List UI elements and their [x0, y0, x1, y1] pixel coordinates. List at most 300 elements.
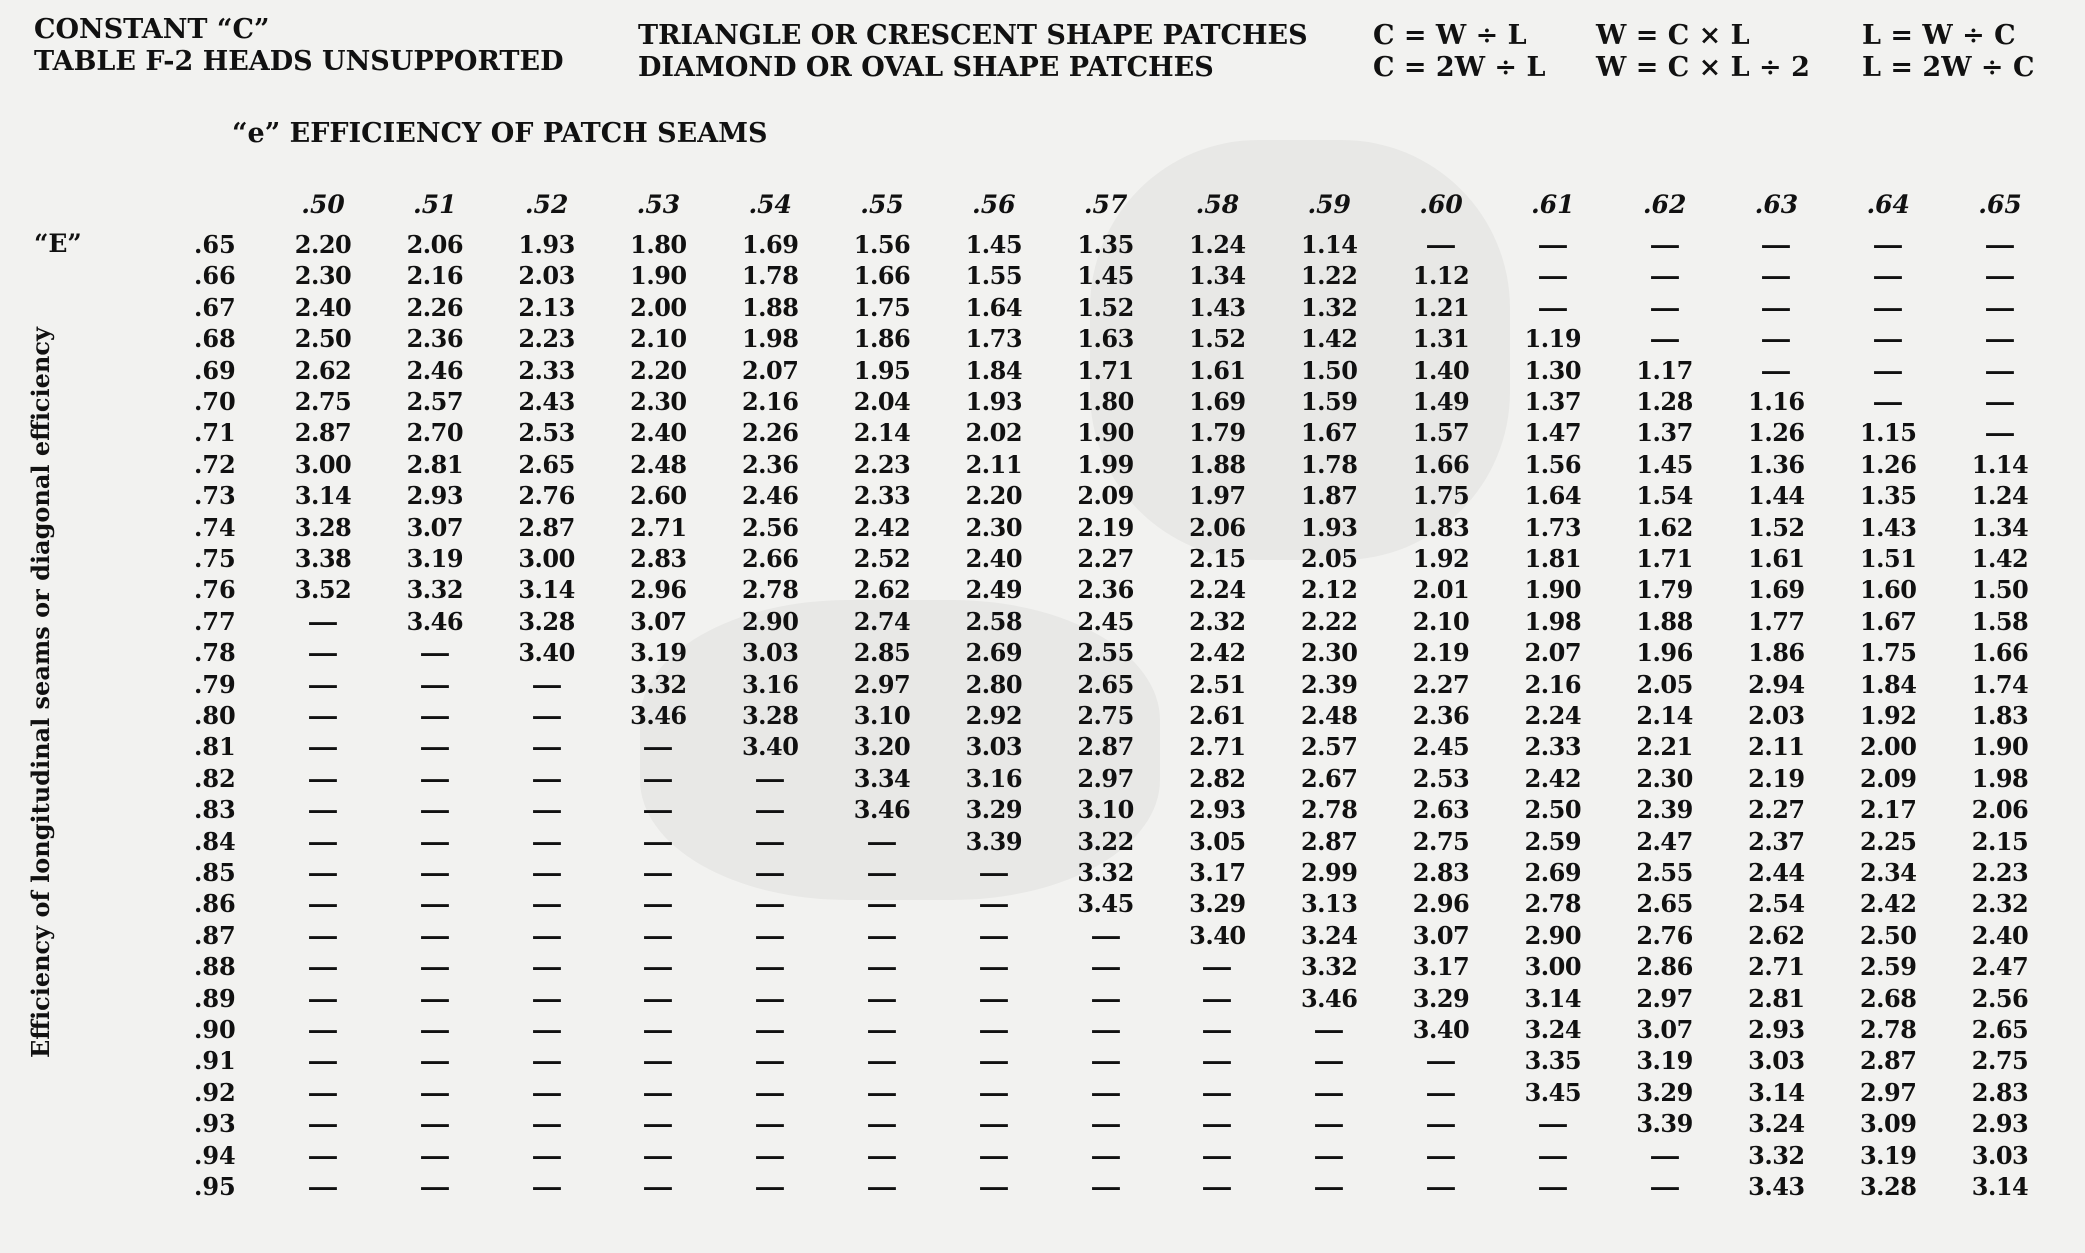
table-cell: 2.46	[406, 355, 464, 385]
table-cell: —	[642, 826, 674, 856]
table-cell: —	[1760, 292, 1792, 322]
table-cell: 2.97	[1859, 1077, 1917, 1107]
table-cell: 1.35	[1077, 230, 1134, 259]
table-cell: —	[978, 1172, 1010, 1201]
table-cell: —	[1872, 355, 1904, 385]
table-cell: 1.51	[1859, 544, 1917, 573]
table-cell: —	[642, 1046, 674, 1076]
table-cell: 3.22	[1077, 826, 1134, 856]
table-cell: 2.09	[1077, 481, 1134, 511]
table-cell: —	[419, 920, 451, 950]
table-cell: 2.58	[965, 606, 1023, 636]
table-cell: 1.78	[741, 261, 799, 291]
table-cell: —	[307, 826, 339, 856]
table-cell: 2.14	[853, 418, 911, 448]
table-cell: 2.37	[1748, 826, 1805, 856]
table-cell: 2.27	[1748, 795, 1805, 825]
row-label: .69	[194, 355, 236, 385]
table-cell: —	[642, 1015, 674, 1044]
table-cell: —	[307, 701, 339, 730]
table-cell: 2.07	[741, 355, 799, 385]
table-cell: —	[1760, 230, 1792, 259]
table-cell: 1.16	[1748, 387, 1805, 416]
table-cell: 3.29	[965, 795, 1023, 825]
row-label: .70	[194, 387, 236, 416]
table-cell: 2.62	[294, 355, 352, 385]
table-cell: —	[754, 826, 786, 856]
table-cell: 2.39	[1300, 669, 1358, 699]
formula-l-diamond: L = 2W ÷ C	[1862, 52, 2035, 83]
table-cell: —	[1984, 324, 2016, 354]
table-cell: 2.93	[1748, 1015, 1805, 1044]
table-cell: —	[307, 1109, 339, 1139]
table-cell: 1.30	[1524, 355, 1582, 385]
table-cell: 2.03	[1748, 701, 1805, 730]
table-cell: —	[1313, 1046, 1345, 1076]
table-cell: —	[1201, 1109, 1233, 1139]
table-cell: 1.22	[1300, 261, 1358, 291]
table-cell: —	[1089, 983, 1122, 1013]
table-cell: 2.42	[1524, 763, 1582, 793]
table-cell: 3.05	[1189, 826, 1246, 856]
table-cell: —	[530, 1077, 563, 1107]
table-cell: 2.69	[965, 638, 1023, 668]
table-cell: —	[307, 732, 339, 762]
table-cell: 3.32	[1748, 1140, 1805, 1170]
table-cell: 1.28	[1636, 387, 1693, 416]
table-cell: 3.03	[965, 732, 1023, 762]
table-cell: 3.29	[1189, 889, 1246, 919]
table-cell: 1.42	[1971, 544, 2029, 573]
table-cell: 2.16	[1524, 669, 1582, 699]
table-cell: —	[1537, 1172, 1569, 1201]
table-cell: 1.93	[965, 387, 1023, 416]
table-cell: —	[307, 669, 339, 699]
table-cell: 2.01	[1412, 575, 1470, 605]
column-header: .64	[1866, 190, 1910, 219]
row-label: .92	[194, 1077, 236, 1107]
table-cell: 2.83	[1971, 1077, 2029, 1107]
table-cell: 3.19	[1636, 1046, 1693, 1076]
table-cell: 2.15	[1189, 544, 1246, 573]
table-cell: 3.24	[1748, 1109, 1805, 1139]
table-cell: —	[1089, 1015, 1122, 1044]
row-label: .94	[194, 1140, 236, 1170]
row-label: .82	[194, 763, 236, 793]
table-cell: 2.27	[1412, 669, 1470, 699]
table-cell: 1.67	[1300, 418, 1358, 448]
table-cell: 3.46	[1300, 983, 1358, 1013]
table-cell: 1.83	[1971, 701, 2029, 730]
table-cell: 1.83	[1412, 512, 1470, 542]
table-cell: —	[307, 1140, 339, 1170]
table-cell: 3.07	[1412, 920, 1470, 950]
table-cell: 3.45	[1524, 1077, 1582, 1107]
table-cell: 1.71	[1077, 355, 1134, 385]
row-label: .88	[194, 952, 236, 982]
table-cell: 2.17	[1859, 795, 1917, 825]
table-cell: —	[419, 1172, 451, 1201]
table-cell: —	[978, 889, 1010, 919]
table-cell: 3.03	[1748, 1046, 1805, 1076]
table-cell: 2.24	[1524, 701, 1582, 730]
table-cell: 2.30	[1636, 763, 1693, 793]
table-cell: —	[1313, 1172, 1345, 1201]
table-cell: 1.92	[1412, 544, 1470, 573]
table-cell: —	[419, 1077, 451, 1107]
table-cell: 2.16	[406, 261, 464, 291]
shape-triangle-crescent: TRIANGLE OR CRESCENT SHAPE PATCHES	[638, 20, 1308, 51]
table-cell: 2.86	[1636, 952, 1693, 982]
table-cell: —	[1537, 292, 1569, 322]
table-cell: —	[530, 701, 563, 730]
table-cell: 2.87	[518, 512, 575, 542]
patch-seam-efficiency-heading: “e” EFFICIENCY OF PATCH SEAMS	[232, 118, 768, 149]
table-cell: —	[530, 795, 563, 825]
table-cell: —	[1760, 324, 1792, 354]
table-cell: 2.36	[406, 324, 464, 354]
table-cell: 3.19	[406, 544, 464, 573]
table-cell: 2.42	[1859, 889, 1917, 919]
table-cell: 2.23	[518, 324, 575, 354]
table-cell: 2.00	[1859, 732, 1917, 762]
table-cell: 2.65	[1971, 1015, 2029, 1044]
table-cell: 3.46	[853, 795, 911, 825]
table-cell: 1.75	[1859, 638, 1917, 668]
formula-c	[1373, 20, 1545, 84]
table-cell: 1.56	[853, 230, 911, 259]
table-cell: —	[1648, 261, 1681, 291]
table-cell: 3.46	[406, 606, 464, 636]
table-title-block	[34, 14, 564, 78]
table-cell: —	[978, 920, 1010, 950]
table-cell: 2.67	[1300, 763, 1358, 793]
table-cell: 1.97	[1189, 481, 1246, 511]
table-cell: —	[419, 1015, 451, 1044]
table-cell: 1.12	[1412, 261, 1470, 291]
table-cell: 1.88	[741, 292, 799, 322]
table-cell: 2.56	[1971, 983, 2029, 1013]
table-cell: —	[1201, 1140, 1233, 1170]
table-cell: —	[1201, 983, 1233, 1013]
table-cell: 2.40	[965, 544, 1023, 573]
table-cell: 2.15	[1971, 826, 2029, 856]
table-cell: 1.93	[1300, 512, 1358, 542]
table-cell: 1.90	[1077, 418, 1134, 448]
table-cell: —	[1425, 1046, 1457, 1076]
table-cell: 1.19	[1524, 324, 1582, 354]
table-cell: —	[530, 826, 563, 856]
table-cell: —	[1648, 230, 1681, 259]
table-cell: 2.65	[518, 449, 575, 479]
row-label: .72	[194, 449, 236, 479]
table-cell: 3.24	[1300, 920, 1358, 950]
table-cell: 2.12	[1300, 575, 1358, 605]
table-cell: 3.14	[1748, 1077, 1805, 1107]
table-cell: —	[530, 920, 563, 950]
table-cell: 2.71	[630, 512, 687, 542]
table-cell: 2.43	[518, 387, 575, 416]
table-cell: 1.58	[1971, 606, 2029, 636]
table-cell: 1.90	[1524, 575, 1582, 605]
table-cell: —	[307, 795, 339, 825]
table-cell: —	[1537, 1109, 1569, 1139]
table-cell: —	[419, 826, 451, 856]
row-label: .74	[194, 512, 236, 542]
table-cell: —	[307, 858, 339, 887]
table-cell: 1.93	[518, 230, 575, 259]
table-cell: 2.20	[965, 481, 1023, 511]
table-cell: 3.28	[518, 606, 575, 636]
table-cell: —	[1760, 355, 1792, 385]
table-cell: 1.52	[1189, 324, 1246, 354]
column-header: .51	[413, 190, 457, 219]
table-cell: —	[307, 952, 339, 982]
table-cell: —	[642, 1140, 674, 1170]
table-cell: 2.96	[1412, 889, 1470, 919]
table-cell: —	[978, 1109, 1010, 1139]
table-cell: 1.35	[1859, 481, 1917, 511]
table-cell: —	[419, 638, 451, 668]
table-cell: 1.31	[1412, 324, 1470, 354]
table-cell: —	[307, 889, 339, 919]
column-header: .56	[972, 190, 1016, 219]
table-cell: —	[530, 763, 563, 793]
table-cell: 1.87	[1300, 481, 1358, 511]
column-header: .61	[1531, 190, 1575, 219]
table-cell: —	[1648, 1172, 1681, 1201]
row-label: .84	[194, 826, 236, 856]
table-cell: 2.04	[853, 387, 911, 416]
column-header: .58	[1195, 190, 1240, 219]
row-label: .66	[194, 261, 236, 291]
table-cell: 2.09	[1859, 763, 1917, 793]
table-cell: 1.43	[1189, 292, 1246, 322]
table-cell: —	[419, 1140, 451, 1170]
table-cell: —	[1425, 1077, 1457, 1107]
table-cell: 3.32	[406, 575, 464, 605]
formula-l	[1862, 20, 2034, 84]
table-cell: 2.27	[1077, 544, 1134, 573]
table-cell: 3.13	[1300, 889, 1358, 919]
constant-title: CONSTANT “C”	[34, 14, 270, 45]
table-cell: 2.34	[1859, 858, 1917, 887]
table-cell: —	[530, 1140, 563, 1170]
table-cell: 3.40	[1412, 1015, 1470, 1044]
table-cell: 2.94	[1748, 669, 1805, 699]
table-cell: —	[1313, 1140, 1345, 1170]
table-cell: 3.39	[1636, 1109, 1693, 1139]
table-cell: 3.29	[1412, 983, 1470, 1013]
table-cell: —	[1089, 1140, 1122, 1170]
table-cell: 1.60	[1859, 575, 1917, 605]
column-header: .65	[1978, 190, 2022, 219]
table-cell: —	[530, 889, 563, 919]
row-label: .79	[194, 669, 236, 699]
table-cell: 2.11	[1748, 732, 1805, 762]
table-cell: 3.00	[1524, 952, 1582, 982]
table-cell: 1.77	[1748, 606, 1805, 636]
table-cell: 3.14	[518, 575, 575, 605]
table-cell: —	[307, 638, 339, 668]
table-cell: 1.69	[741, 230, 799, 259]
table-cell: 2.74	[853, 606, 911, 636]
table-cell: 2.33	[853, 481, 911, 511]
table-cell: 3.03	[741, 638, 799, 668]
table-cell: —	[866, 952, 898, 982]
column-header: .55	[860, 190, 904, 219]
table-cell: 2.90	[741, 606, 799, 636]
table-cell: 2.40	[1971, 920, 2029, 950]
table-cell: —	[642, 858, 674, 887]
table-cell: 1.43	[1859, 512, 1917, 542]
table-cell: 1.80	[630, 230, 687, 259]
table-cell: —	[1201, 1077, 1233, 1107]
row-label: .93	[194, 1109, 236, 1139]
table-cell: 1.73	[965, 324, 1023, 354]
table-cell: 2.83	[630, 544, 687, 573]
table-cell: 2.20	[630, 355, 687, 385]
table-cell: 1.88	[1189, 449, 1246, 479]
table-cell: —	[1425, 1140, 1457, 1170]
column-header: .60	[1419, 190, 1463, 219]
table-cell: —	[1201, 1046, 1233, 1076]
table-cell: 3.39	[965, 826, 1023, 856]
table-cell: —	[1089, 1109, 1122, 1139]
table-cell: 1.61	[1189, 355, 1246, 385]
table-cell: —	[642, 732, 674, 762]
table-cell: 2.78	[1859, 1015, 1917, 1044]
table-cell: 3.00	[294, 449, 352, 479]
table-cell: —	[866, 1172, 898, 1201]
table-cell: 3.40	[741, 732, 799, 762]
table-cell: —	[419, 795, 451, 825]
table-cell: —	[1872, 292, 1904, 322]
table-cell: —	[419, 732, 451, 762]
table-cell: 2.30	[965, 512, 1023, 542]
table-cell: 1.26	[1859, 449, 1917, 479]
table-cell: 1.66	[1412, 449, 1470, 479]
table-cell: —	[419, 669, 451, 699]
table-cell: —	[866, 1046, 898, 1076]
table-cell: 1.86	[1748, 638, 1805, 668]
table-cell: 1.15	[1859, 418, 1917, 448]
formula-w	[1596, 20, 1810, 84]
table-cell: 2.65	[1636, 889, 1693, 919]
table-cell: 2.06	[406, 230, 464, 259]
table-cell: —	[307, 983, 339, 1013]
column-header: .63	[1754, 190, 1799, 219]
table-cell: 2.99	[1300, 858, 1358, 887]
table-cell: 3.14	[1971, 1172, 2029, 1201]
table-cell: 2.81	[406, 449, 464, 479]
table-cell: 2.23	[1971, 858, 2029, 887]
table-cell: —	[866, 1140, 898, 1170]
table-cell: 1.79	[1189, 418, 1246, 448]
table-cell: 1.24	[1189, 230, 1246, 259]
table-cell: 2.93	[1971, 1109, 2029, 1139]
table-cell: 1.73	[1524, 512, 1582, 542]
table-cell: 3.00	[518, 544, 575, 573]
table-cell: 2.49	[965, 575, 1023, 605]
table-cell: 3.45	[1077, 889, 1134, 919]
table-cell: 1.84	[965, 355, 1023, 385]
table-cell: —	[530, 983, 563, 1013]
table-cell: 1.34	[1971, 512, 2029, 542]
table-cell: —	[866, 826, 898, 856]
table-cell: 2.62	[1748, 920, 1805, 950]
table-cell: —	[1648, 292, 1681, 322]
table-cell: 2.20	[294, 230, 352, 259]
table-cell: —	[1872, 324, 1904, 354]
table-cell: —	[1648, 1140, 1681, 1170]
table-cell: 1.45	[965, 230, 1023, 259]
row-label: .65	[194, 230, 236, 259]
row-label: .83	[194, 795, 236, 825]
table-cell: 2.19	[1412, 638, 1470, 668]
table-cell: —	[1984, 230, 2016, 259]
table-cell: —	[1313, 1015, 1345, 1044]
table-cell: 1.26	[1748, 418, 1805, 448]
table-cell: 1.81	[1524, 544, 1582, 573]
table-cell: 1.98	[1971, 763, 2029, 793]
table-cell: 2.13	[518, 292, 575, 322]
table-cell: 2.97	[853, 669, 911, 699]
table-cell: 1.17	[1636, 355, 1693, 385]
table-cell: 1.92	[1859, 701, 1917, 730]
table-cell: —	[1089, 1046, 1122, 1076]
table-cell: 1.67	[1859, 606, 1917, 636]
table-cell: 2.21	[1636, 732, 1693, 762]
table-cell: 1.45	[1077, 261, 1134, 291]
table-cell: 2.47	[1971, 952, 2029, 982]
table-cell: 1.64	[965, 292, 1023, 322]
table-cell: 2.30	[294, 261, 352, 291]
table-cell: 3.38	[294, 544, 352, 573]
table-cell: 2.30	[1300, 638, 1358, 668]
table-cell: 1.37	[1636, 418, 1693, 448]
table-cell: 3.32	[1300, 952, 1358, 982]
table-cell: —	[978, 1140, 1010, 1170]
table-cell: 1.36	[1748, 449, 1805, 479]
table-cell: 2.50	[1859, 920, 1917, 950]
table-cell: 1.99	[1077, 449, 1134, 479]
table-cell: 3.07	[406, 512, 464, 542]
table-cell: —	[530, 1172, 563, 1201]
table-cell: 2.87	[1300, 826, 1358, 856]
table-cell: —	[978, 1015, 1010, 1044]
table-cell: —	[530, 1015, 563, 1044]
table-cell: 1.50	[1971, 575, 2029, 605]
table-cell: 3.14	[1524, 983, 1582, 1013]
table-cell: 2.93	[1189, 795, 1246, 825]
patch-shape-block	[638, 20, 1308, 84]
table-cell: —	[1425, 230, 1457, 259]
table-cell: 2.96	[630, 575, 687, 605]
formula-w-diamond: W = C × L ÷ 2	[1596, 52, 1810, 83]
column-header: .53	[636, 190, 681, 219]
table-cell: 2.06	[1189, 512, 1246, 542]
table-cell: 2.53	[1412, 763, 1470, 793]
table-cell: —	[1425, 1109, 1457, 1139]
table-cell: 1.74	[1971, 669, 2029, 699]
table-cell: —	[754, 952, 786, 982]
table-cell: —	[530, 669, 563, 699]
table-cell: 2.40	[630, 418, 687, 448]
table-cell: —	[1984, 355, 2016, 385]
table-cell: 1.54	[1636, 481, 1693, 511]
table-cell: —	[1537, 261, 1569, 291]
